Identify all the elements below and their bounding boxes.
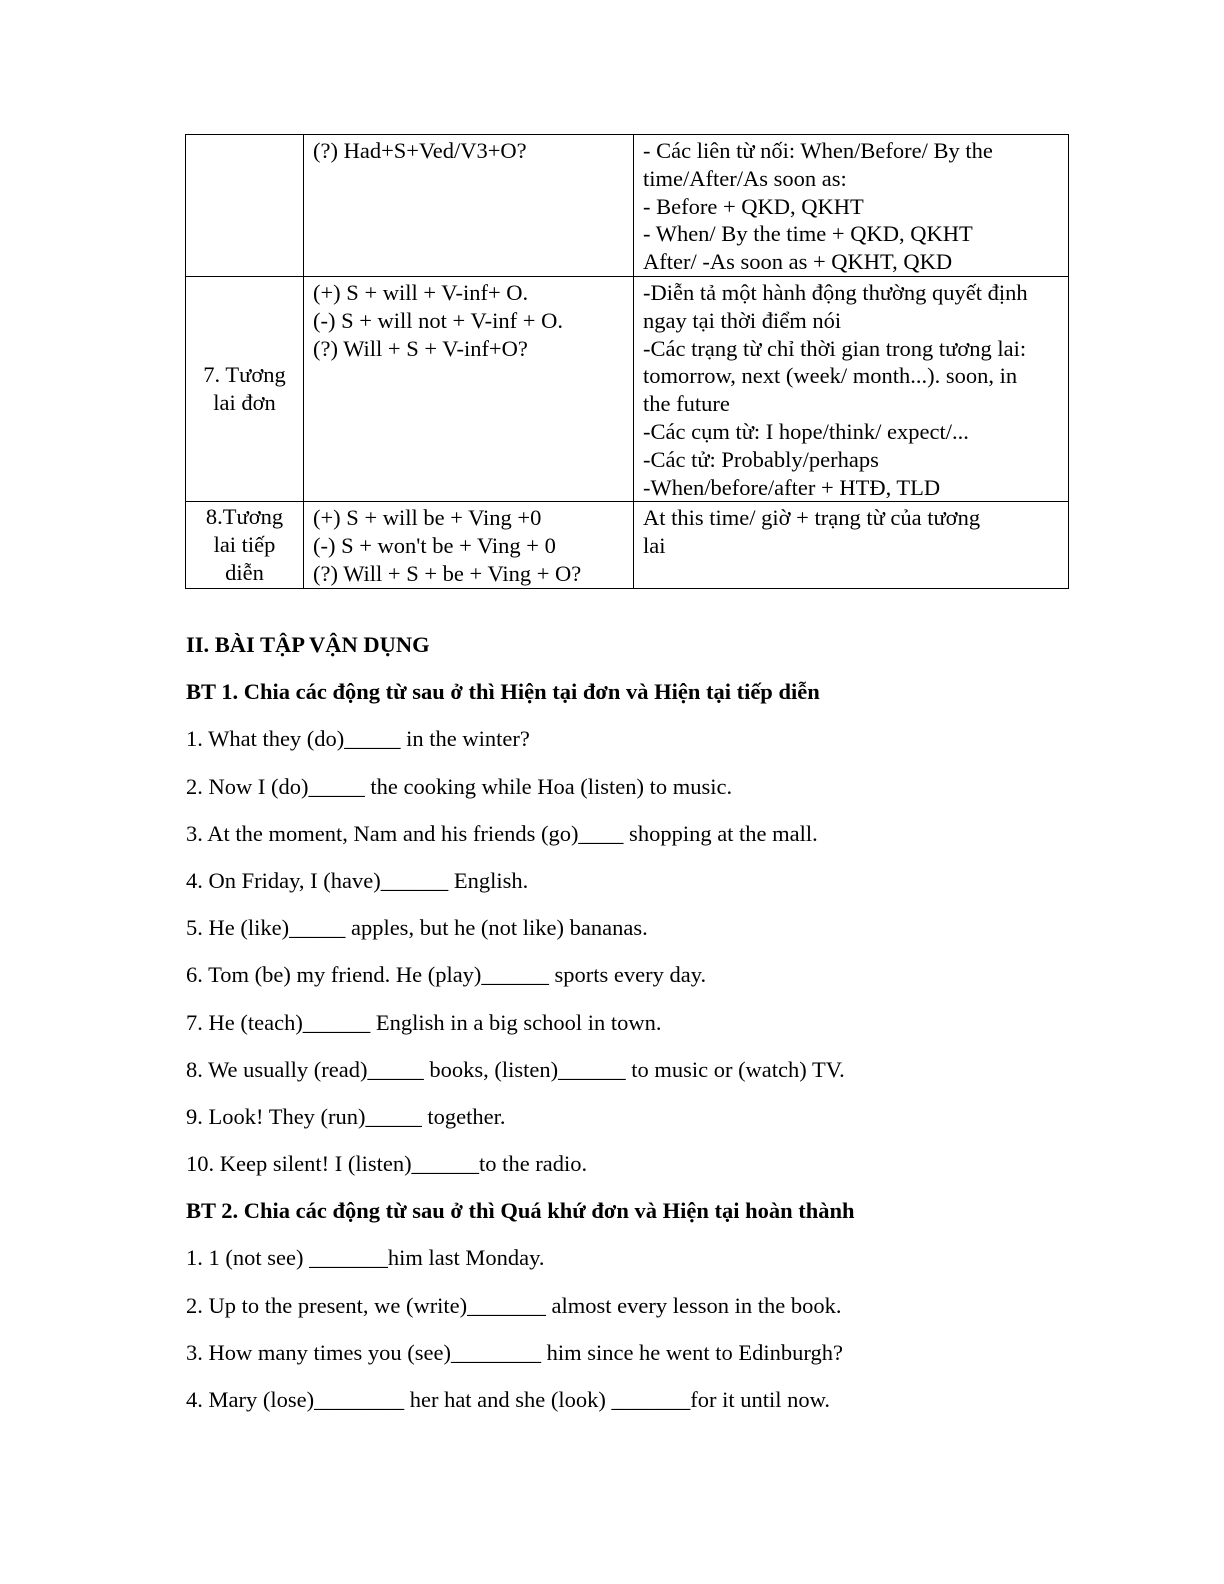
usage-line: -Các tử: Probably/perhaps [643, 446, 879, 472]
table-row [186, 502, 1069, 588]
exercise-item: 2. Up to the present, we (write)_______ almost every lesson in the book. [186, 1292, 842, 1318]
usage-line: After/ -As soon as + QKHT, QKD [643, 249, 953, 275]
tense-name-cell [186, 276, 304, 501]
usage-line: time/After/As soon as: [643, 165, 847, 191]
section-title: II. BÀI TẬP VẬN DỤNG [186, 632, 430, 657]
form-line: (+) S + will be + Ving +0 [313, 505, 542, 531]
exercise-item: 4. Mary (lose)________ her hat and she (look) _______for it until now. [186, 1387, 831, 1412]
form-line: (-) S + won't be + Ving + 0 [313, 533, 556, 559]
usage-line: - Before + QKD, QKHT [643, 193, 864, 219]
tense-name-line: 8.Tương [205, 504, 284, 530]
tense-usage-cell [634, 135, 1069, 277]
exercise-item: 6. Tom (be) my friend. He (play)______ sports every day. [186, 962, 707, 988]
grammar-table [185, 134, 1069, 589]
tense-name-line: diễn [225, 559, 264, 585]
exercise-title: BT 1. Chia các động từ sau ở thì Hiện tại đơn và Hiện tại tiếp diễn [186, 679, 820, 705]
exercise-item: 8. We usually (read)_____ books, (listen)______ to music or (watch) TV. [186, 1056, 845, 1082]
usage-line: - When/ By the time + QKD, QKHT [643, 221, 973, 247]
usage-line: lai [643, 533, 666, 559]
exercise-item: 2. Now I (do)_____ the cooking while Hoa (listen) to music. [186, 773, 733, 799]
tense-name-line: lai tiếp [213, 532, 276, 558]
usage-line: -When/before/after + HTĐ, TLD [643, 474, 941, 500]
usage-line: - Các liên từ nối: When/Before/ By the [643, 138, 993, 163]
usage-line: ngay tại thời điểm nói [643, 307, 842, 333]
exercise-item: 5. He (like)_____ apples, but he (not like) bananas. [186, 915, 648, 941]
exercise-item: 10. Keep silent! I (listen)______to the radio. [186, 1151, 588, 1177]
tense-forms-cell [304, 276, 634, 501]
form-line: (?) Will + S + be + Ving + O? [313, 560, 582, 586]
exercise-item: 9. Look! They (run)_____ together. [186, 1103, 506, 1129]
tense-forms-cell [304, 502, 634, 588]
exercise-item: 4. On Friday, I (have)______ English. [186, 867, 529, 893]
table-row [186, 276, 1069, 501]
exercises-section [186, 626, 1086, 1428]
tense-usage-cell [634, 276, 1069, 501]
tense-forms-cell [304, 135, 634, 277]
usage-line: tomorrow, next (week/ month...). soon, in [643, 363, 1018, 389]
tense-name-cell [186, 135, 304, 277]
form-line: (-) S + will not + V-inf + O. [313, 307, 563, 333]
usage-line: -Các trạng từ chỉ thời gian trong tương lai: [643, 335, 1027, 361]
form-line: (?) Will + S + V-inf+O? [313, 335, 528, 361]
tense-name-cell [186, 502, 304, 588]
exercise-title: BT 2. Chia các động từ sau ở thì Quá khứ đơn và Hiện tại hoàn thành [186, 1198, 855, 1224]
usage-line: -Các cụm từ: I hope/think/ expect/... [643, 418, 969, 444]
tense-name-line: 7. Tương [203, 362, 286, 388]
table-row [186, 135, 1069, 277]
exercise-item: 3. At the moment, Nam and his friends (go)____ shopping at the mall. [186, 820, 818, 846]
usage-line: At this time/ giờ + trạng từ của tương [643, 505, 981, 531]
exercise-item: 3. How many times you (see)________ him since he went to Edinburgh? [186, 1339, 843, 1365]
tense-name-line: lai đơn [213, 390, 276, 416]
usage-line: -Diễn tả một hành động thường quyết định [643, 279, 1028, 305]
form-line: (+) S + will + V-inf+ O. [313, 279, 529, 305]
exercise-item: 1. What they (do)_____ in the winter? [186, 726, 530, 752]
exercise-item: 1. 1 (not see) _______him last Monday. [186, 1245, 545, 1271]
usage-line: the future [643, 391, 730, 417]
exercise-item: 7. He (teach)______ English in a big school in town. [186, 1009, 662, 1035]
form-line: (?) Had+S+Ved/V3+O? [313, 138, 527, 163]
tense-usage-cell [634, 502, 1069, 588]
